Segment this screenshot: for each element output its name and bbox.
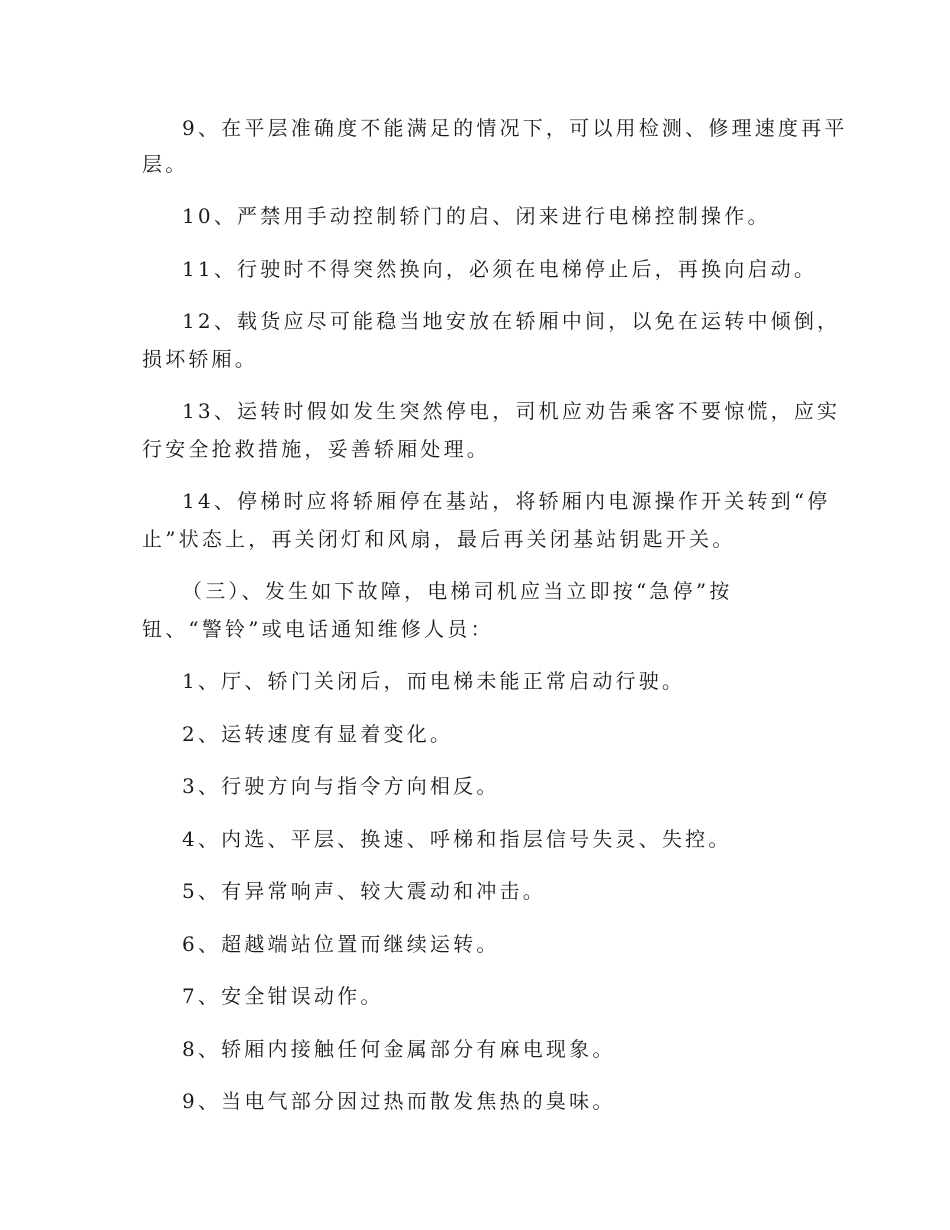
list-item: 4、内选、平层、换速、呼梯和指层信号失灵、失控。 xyxy=(182,827,732,851)
text-line: 13、运转时假如发生突然停电，司机应劝告乘客不要惊慌，应实 xyxy=(182,399,841,423)
text-line: 9、在平层准确度不能满足的情况下，可以用检测、修理速度再平 xyxy=(182,116,848,140)
text-line: 损坏轿厢。 xyxy=(142,347,258,371)
list-item: 1、厅、轿门关闭后，而电梯未能正常启动行驶。 xyxy=(182,669,686,693)
text-line: 止”状态上，再关闭灯和风扇，最后再关闭基站钥匙开关。 xyxy=(142,527,736,551)
text-line: 10、严禁用手动控制轿门的启、闭来进行电梯控制操作。 xyxy=(182,204,771,228)
list-item: 8、轿厢内接触任何金属部分有麻电现象。 xyxy=(182,1037,616,1061)
list-item: 7、安全钳误动作。 xyxy=(182,984,384,1008)
list-item: 2、运转速度有显着变化。 xyxy=(182,722,454,746)
list-item: 5、有异常响声、较大震动和冲击。 xyxy=(182,879,546,903)
list-item: 3、行驶方向与指令方向相反。 xyxy=(182,774,500,798)
list-item: 6、超越端站位置而继续运转。 xyxy=(182,932,500,956)
text-line: 12、载货应尽可能稳当地安放在轿厢中间，以免在运转中倾倒， xyxy=(182,309,841,333)
list-item: 9、当电气部分因过热而散发焦热的臭味。 xyxy=(182,1089,616,1113)
section-heading: （三）、发生如下故障，电梯司机应当立即按“急停”按 xyxy=(182,579,733,603)
text-line: 11、行驶时不得突然换向，必须在电梯停止后，再换向启动。 xyxy=(182,257,818,281)
text-line: 14、停梯时应将轿厢停在基站，将轿厢内电源操作开关转到“停 xyxy=(182,489,831,513)
text-line: 层。 xyxy=(142,152,189,176)
text-line: 行安全抢救措施，妥善轿厢处理。 xyxy=(142,437,490,461)
section-heading: 钮、“警铃”或电话通知维修人员： xyxy=(142,617,494,641)
